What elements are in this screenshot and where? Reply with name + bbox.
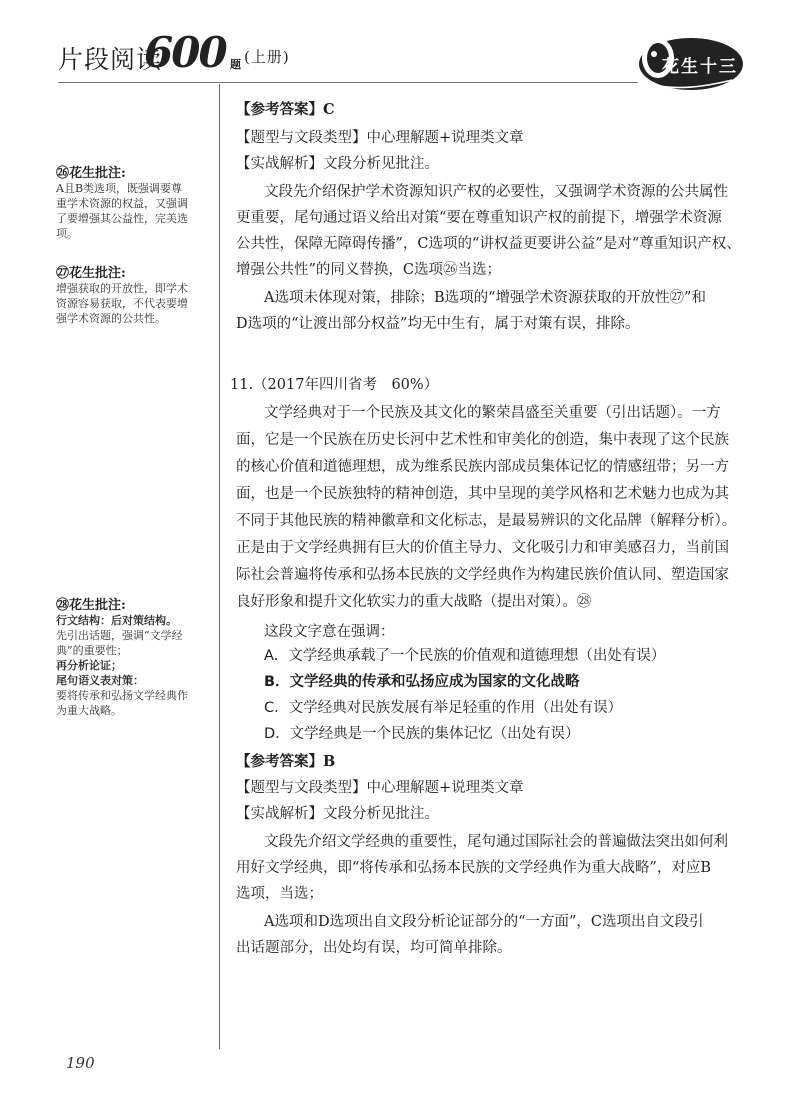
note-27-line: 资源容易获取，不代表要增 [56, 297, 188, 310]
page-number: 190 [66, 1054, 95, 1072]
q10-p2-line: A选项未体现对策，排除；B选项的“增强学术资源获取的开放性㉗”和 [264, 290, 706, 306]
note-28-line: 再分析论证； [56, 659, 122, 672]
q11-p2-line: 出话题部分，出处均有误，均可简单排除。 [236, 940, 512, 956]
q10-p1-line: 增强公共性”的同义替换，C选项㉖当选； [236, 262, 502, 278]
book-title-number: 600 [144, 28, 226, 77]
book-title-ti: 题 [230, 58, 242, 71]
note-26-line: A且B类选项，既强调要尊 [56, 182, 183, 195]
q10-analysis-head: 【实战解析】文段分析见批注。 [236, 156, 439, 172]
note-26-line: 项。 [56, 227, 78, 240]
q11-answer: 【参考答案】B [236, 753, 336, 770]
q11-passage-line: 际社会普遍将传承和弘扬本民族的文学经典作为构建民族价值认同、塑造国家 [236, 567, 729, 583]
q10-type: 【题型与文段类型】中心理解题+说理类文章 [236, 130, 524, 146]
note-27-title: ㉗花生批注: [56, 266, 126, 281]
book-volume: (上册) [244, 48, 290, 66]
book-title [58, 28, 290, 77]
q11-heading: 11.（2017年四川省考 60%） [230, 377, 439, 393]
q11-stem: 这段文字意在强调： [264, 624, 395, 640]
q10-p1-line: 文段先介绍保护学术资源知识产权的必要性，又强调学术资源的公共属性 [264, 184, 728, 200]
book-title-text: 片段阅读 [58, 45, 163, 74]
q11-p1-line: 选项，当选； [236, 886, 323, 902]
q11-p2-line: A选项和D选项出自文段分析论证部分的“一方面”，C选项出自文段引 [264, 914, 704, 930]
q11-passage-line: 不同于其他民族的精神徽章和文化标志，是最易辨识的文化品牌（解释分析）。 [236, 513, 737, 529]
margin-rule [219, 84, 220, 1049]
q11-analysis-head: 【实战解析】文段分析见批注。 [236, 806, 439, 822]
q10-p1-line: 公共性，保障无障碍传播”，C选项的“讲权益更要讲公益”是对“尊重知识产权、 [236, 236, 741, 252]
q11-option-b: B．文学经典的传承和弘扬应成为国家的文化战略 [264, 674, 580, 690]
q11-p1-line: 用好文学经典，即“将传承和弘扬本民族的文学经典作为重大战略”，对应B [236, 860, 711, 876]
note-27-line: 增强获取的开放性，即学术 [56, 282, 188, 295]
note-28-line: 要将传承和弘扬文学经典作 [56, 689, 188, 702]
note-28-title: ㉘花生批注: [56, 598, 126, 613]
note-28-line: 尾句语义表对策： [56, 674, 144, 687]
q11-passage-line: 面，它是一个民族在历史长河中艺术性和审美化的创造，集中表现了这个民族 [236, 432, 729, 448]
note-28-line: 行文结构：后对策结构。 [56, 614, 177, 627]
q11-passage-line: 面，也是一个民族独特的精神创造，其中呈现的美学风格和艺术魅力也成为其 [236, 486, 729, 502]
q11-type: 【题型与文段类型】中心理解题+说理类文章 [236, 780, 524, 796]
q11-passage-line: 的核心价值和道德理想，成为维系民族内部成员集体记忆的情感纽带；另一方 [236, 459, 729, 475]
note-28-line: 为重大战略。 [56, 704, 122, 717]
q10-p1-line: 更重要，尾句通过语义给出对策“要在尊重知识产权的前提下，增强学术资源 [236, 210, 722, 226]
note-26-line: 了要增强其公益性，完美选 [56, 212, 188, 225]
q11-option-d: D．文学经典是一个民族的集体记忆（出处有误） [264, 726, 580, 742]
q11-p1-line: 文段先介绍文学经典的重要性，尾句通过国际社会的普遍做法突出如何利 [264, 834, 728, 850]
q10-p2-line: D选项的“让渡出部分权益”均无中生有，属于对策有误，排除。 [236, 316, 640, 332]
q11-passage-line: 文学经典对于一个民族及其文化的繁荣昌盛至关重要（引出话题）。一方 [264, 405, 721, 421]
q10-answer: 【参考答案】C [236, 101, 335, 118]
brand-name: 花生十三 [662, 57, 738, 77]
q11-passage-line: 正是由于文学经典拥有巨大的价值主导力、文化吸引力和审美感召力，当前国 [236, 540, 729, 556]
header-rule [58, 82, 638, 83]
q11-option-a: A．文学经典承载了一个民族的价值观和道德理想（出处有误） [264, 648, 666, 664]
note-27-line: 强学术资源的公共性。 [56, 312, 166, 325]
note-28-line: 典”的重要性； [56, 644, 128, 657]
note-26-title: ㉖花生批注: [56, 166, 126, 181]
note-28-line: 先引出话题，强调“文学经 [56, 629, 183, 642]
brand-logo [636, 32, 746, 96]
q11-option-c: C．文学经典对民族发展有举足轻重的作用（出处有误） [264, 700, 623, 716]
note-26-line: 重学术资源的权益，又强调 [56, 197, 188, 210]
q11-passage-line: 良好形象和提升文化软实力的重大战略（提出对策）。㉘ [236, 594, 592, 610]
